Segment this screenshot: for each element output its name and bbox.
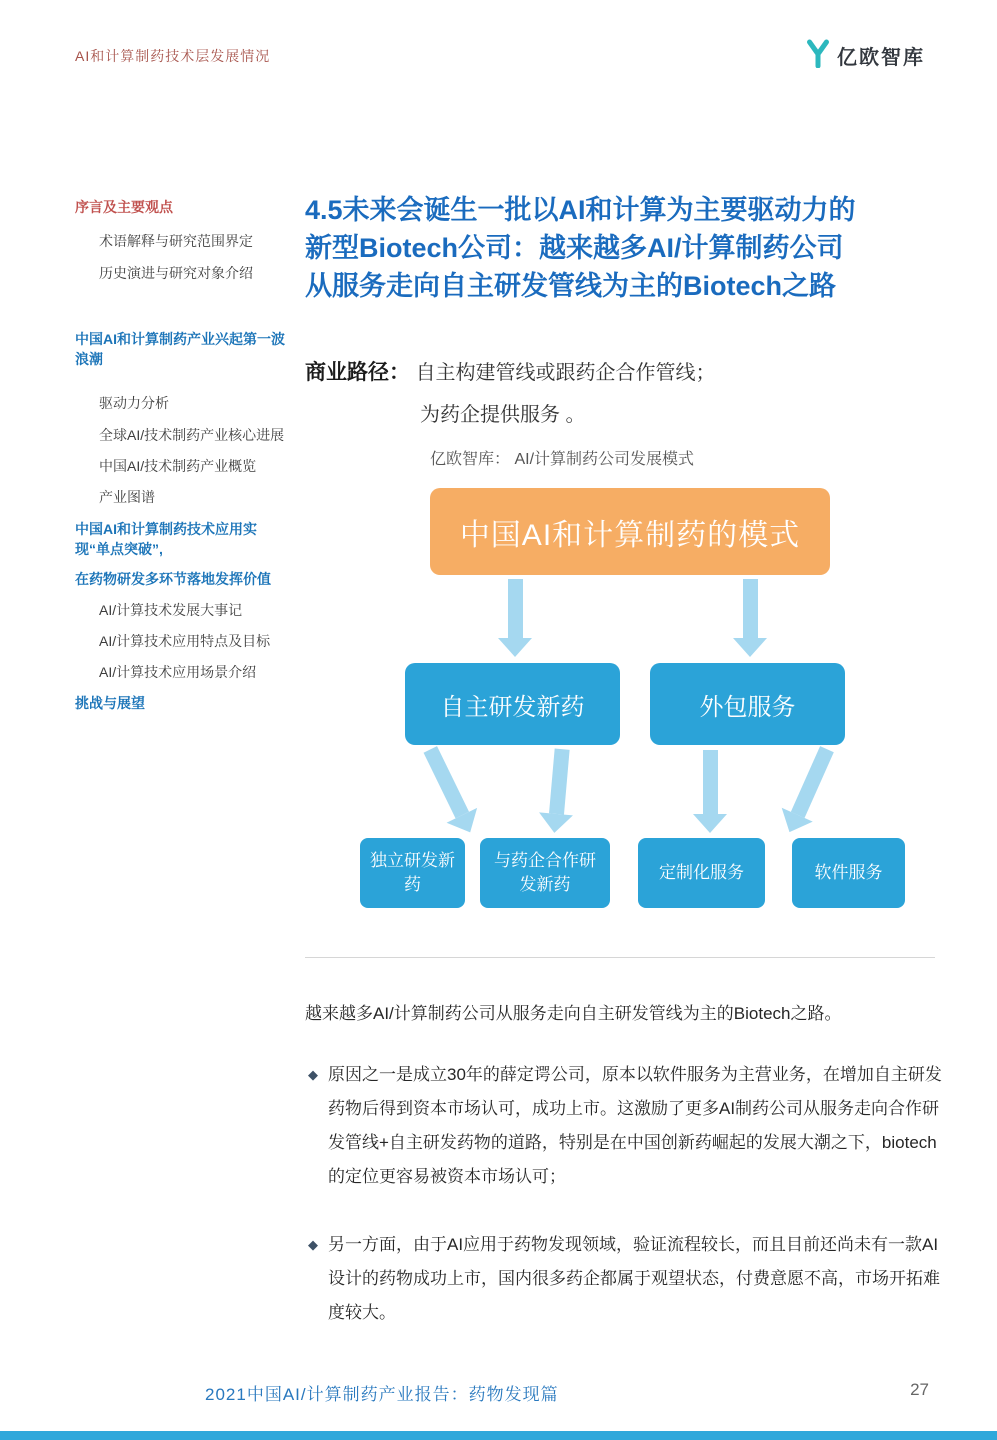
page-title-line1: 4.5未来会诞生一批以AI和计算为主要驱动力的 [305,195,856,225]
down-arrow-icon [415,742,486,840]
bullet-item [308,1058,943,1194]
diagram-node-partner-rd: 与药企合作研发新药 [480,838,610,908]
diagram-node-outsourcing: 外包服务 [650,663,845,745]
toc-item-history: 历史演进与研究对象介绍 [99,264,253,281]
toc-item-value: 在药物研发多环节落地发挥价值 [75,571,271,588]
toc-item-scenarios: AI/计算技术应用场景介绍 [99,664,257,681]
bullet-text: 另一方面，由于AI应用于药物发现领域，验证流程较长，而且目前还尚未有一款AI设计的药物成功上市，国内很多药企都属于观望状态，付费意愿不高，市场开拓难度较大。 [328,1235,940,1322]
toc-item-features-goals: AI/计算技术应用特点及目标 [99,632,271,649]
down-arrow-icon [537,748,578,835]
toc-item-china-overview: 中国AI/技术制药产业概览 [99,458,257,475]
page-number: 27 [910,1380,929,1399]
down-arrow-icon [693,750,727,833]
down-arrow-icon [498,579,532,657]
toc-item-terms: 术语解释与研究范围界定 [99,233,253,250]
diagram-node-independent-rd: 独立研发新药 [360,838,465,908]
diagram-caption: 亿欧智库： AI/计算制药公司发展模式 [430,451,695,468]
business-path-label: 商业路径： [305,361,410,384]
down-arrow-icon [733,579,767,657]
footer-report-title: 2021中国AI/计算制药产业报告：药物发现篇 [205,1385,559,1404]
toc-item-driving-force: 驱动力分析 [99,395,169,412]
page-title-line2: 新型Biotech公司：越来越多AI/计算制药公司 [305,232,844,263]
summary-paragraph: 越来越多AI/计算制药公司从服务走向自主研发管线为主的Biotech之路。 [305,1004,842,1023]
toc-item-breakthrough: 中国AI和计算制药技术应用实现“单点突破”, [75,520,257,557]
toc-item-first-wave: 中国AI和计算制药产业兴起第一波浪潮 [75,330,285,368]
bullet-item [308,1228,943,1330]
diagram-node-self-rd: 自主研发新药 [405,663,620,745]
bullet-text: 原因之一是成立30年的薛定谔公司，原本以软件服务为主营业务，在增加自主研发药物后得到资本市场认可，成功上市。这激励了更多AI制药公司从服务走向合作研发管线+自主研发药物的道路，特别是在中国创新药崛起的发展大潮之下，biotech的定位更容易被资本市场认可； [328,1065,942,1186]
diagram-node-software-service: 软件服务 [792,838,905,908]
diagram-node-custom-service: 定制化服务 [638,838,765,908]
down-arrow-icon [774,742,842,839]
page-title [305,192,945,305]
diagram-root-node: 中国AI和计算制药的模式 [430,488,830,575]
toc-item-preface: 序言及主要观点 [75,199,173,215]
business-path-line2: 为药企提供服务 。 [420,404,586,426]
header-section-title: AI和计算制药技术层发展情况 [75,48,271,64]
yiou-logo-icon [805,38,831,73]
toc-item-milestones: AI/计算技术发展大事记 [99,601,243,618]
page-title-line3: 从服务走向自主研发管线为主的Biotech之路 [305,270,837,301]
brand-logo [805,38,925,73]
development-model-diagram [305,483,935,923]
toc-item-challenges: 挑战与展望 [75,695,145,712]
diamond-bullet-icon: ◆ [308,1237,318,1252]
business-path-row [305,356,945,386]
diamond-bullet-icon: ◆ [308,1067,318,1082]
bottom-accent-bar [0,1431,997,1440]
business-path-line1: 自主构建管线或跟药企合作管线； [415,362,716,384]
section-divider [305,957,935,958]
toc-item-industry-map: 产业图谱 [99,489,155,506]
brand-logo-text: 亿欧智库 [837,47,925,69]
toc-item-global-progress: 全球AI/技术制药产业核心进展 [99,426,285,443]
toc-sidebar [75,197,287,724]
